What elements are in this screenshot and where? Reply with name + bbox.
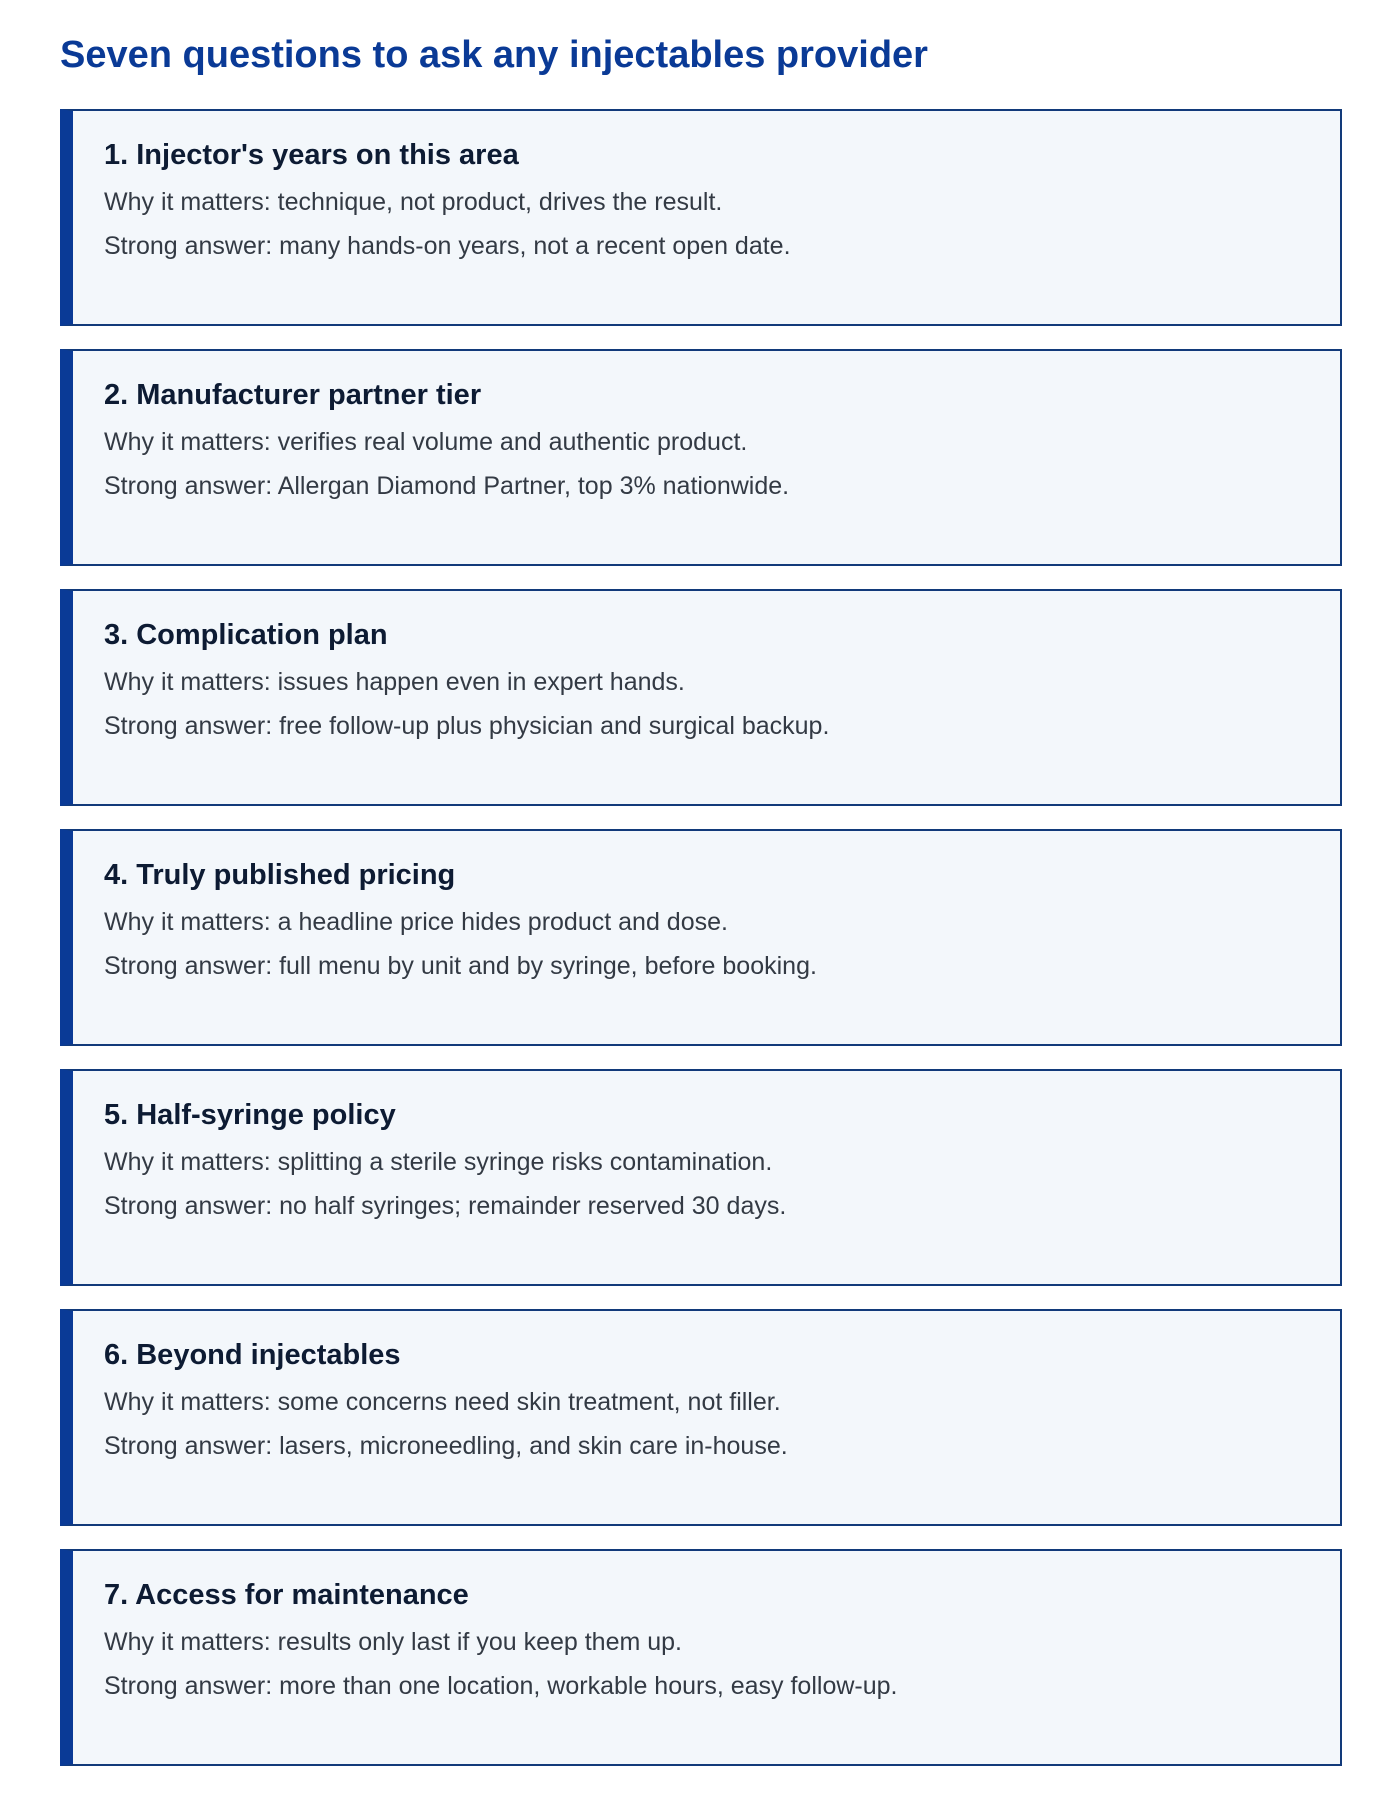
question-heading: 1. Injector's years on this area bbox=[104, 139, 519, 171]
question-heading: 5. Half-syringe policy bbox=[104, 1099, 396, 1131]
question-list bbox=[60, 109, 1342, 1766]
question-card bbox=[60, 829, 1342, 1046]
why-it-matters-text: Why it matters: some concerns need skin treatment, not filler. bbox=[104, 1388, 781, 1416]
question-heading: 6. Beyond injectables bbox=[104, 1339, 401, 1371]
why-it-matters-text: Why it matters: a headline price hides product and dose. bbox=[104, 908, 728, 936]
page bbox=[60, 30, 1342, 1766]
page-title: Seven questions to ask any injectables provider bbox=[60, 34, 928, 76]
question-card bbox=[60, 349, 1342, 566]
why-it-matters-text: Why it matters: results only last if you keep them up. bbox=[104, 1628, 683, 1656]
question-card bbox=[60, 109, 1342, 326]
strong-answer-text: Strong answer: many hands-on years, not a recent open date. bbox=[104, 232, 791, 260]
question-card bbox=[60, 1309, 1342, 1526]
strong-answer-text: Strong answer: free follow-up plus physician and surgical backup. bbox=[104, 712, 830, 740]
strong-answer-text: Strong answer: lasers, microneedling, and skin care in-house. bbox=[104, 1432, 788, 1460]
question-card bbox=[60, 589, 1342, 806]
question-heading: 2. Manufacturer partner tier bbox=[104, 379, 482, 411]
question-heading: 7. Access for maintenance bbox=[104, 1579, 469, 1611]
strong-answer-text: Strong answer: no half syringes; remainder reserved 30 days. bbox=[104, 1192, 787, 1220]
question-heading: 3. Complication plan bbox=[104, 619, 388, 651]
why-it-matters-text: Why it matters: issues happen even in expert hands. bbox=[104, 668, 685, 696]
question-card bbox=[60, 1549, 1342, 1766]
why-it-matters-text: Why it matters: technique, not product, drives the result. bbox=[104, 188, 723, 216]
strong-answer-text: Strong answer: full menu by unit and by syringe, before booking. bbox=[104, 952, 817, 980]
why-it-matters-text: Why it matters: splitting a sterile syringe risks contamination. bbox=[104, 1148, 773, 1176]
question-heading: 4. Truly published pricing bbox=[104, 859, 456, 891]
why-it-matters-text: Why it matters: verifies real volume and authentic product. bbox=[104, 428, 748, 456]
question-card bbox=[60, 1069, 1342, 1286]
strong-answer-text: Strong answer: more than one location, workable hours, easy follow-up. bbox=[104, 1672, 898, 1700]
strong-answer-text: Strong answer: Allergan Diamond Partner, top 3% nationwide. bbox=[104, 472, 790, 500]
